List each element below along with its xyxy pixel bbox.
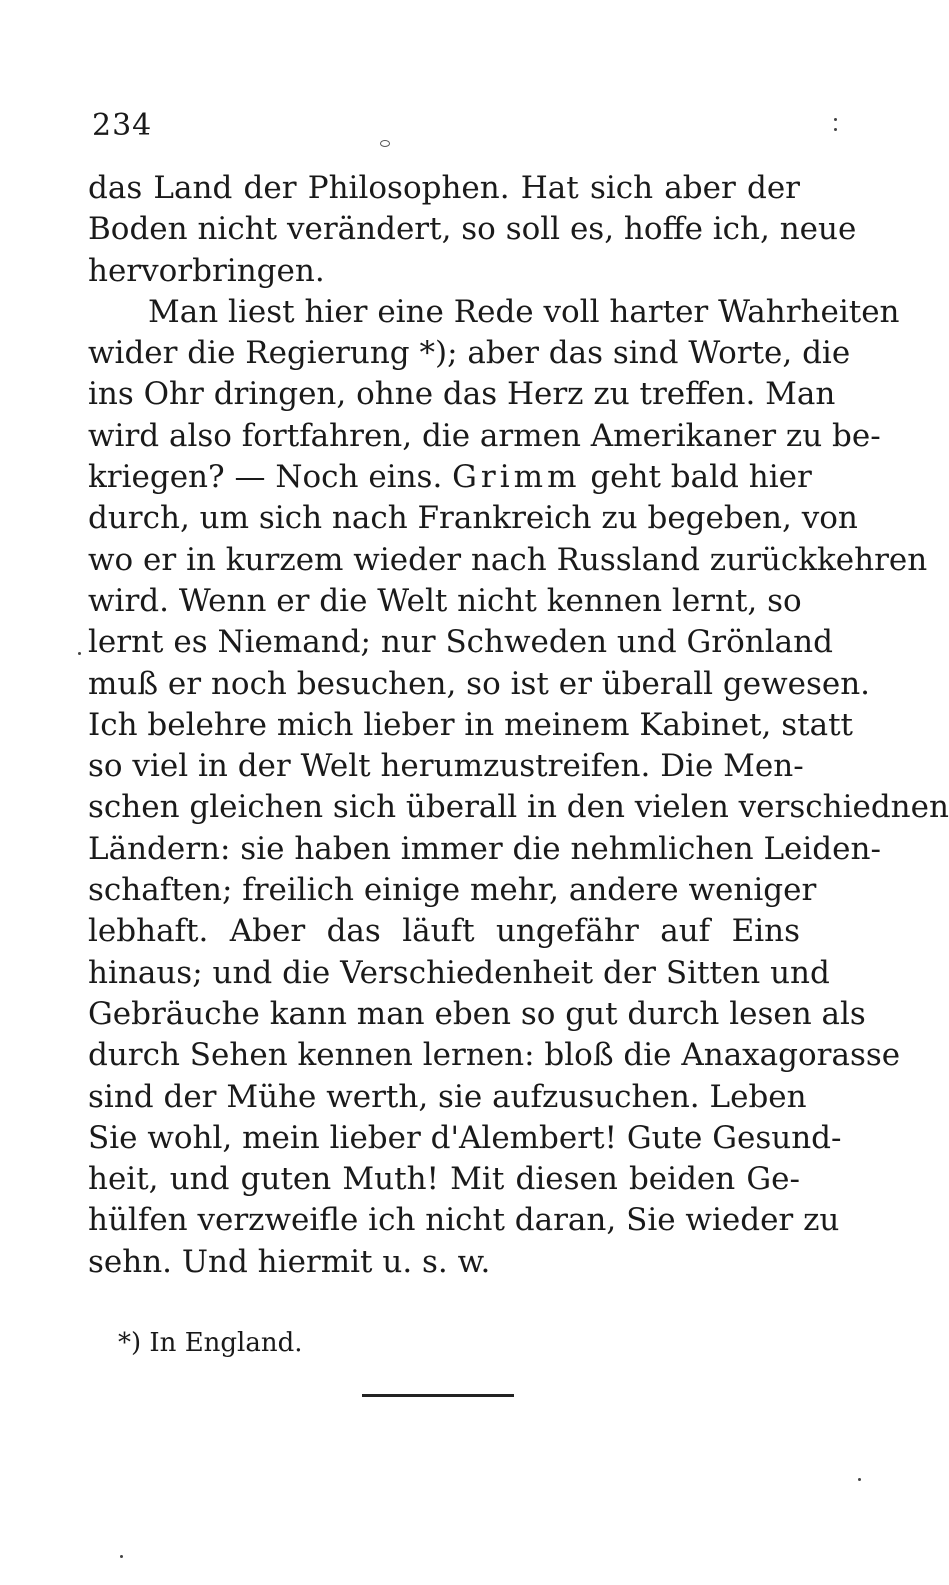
body-text [88, 168, 949, 1283]
text-line: hinaus; und die Verschiedenheit der Sitten und [88, 954, 830, 991]
text-line: hervorbringen. [88, 252, 325, 289]
text-line: heit, und guten Muth! Mit diesen beiden Ge- [88, 1161, 800, 1198]
header-mark [380, 140, 390, 147]
text-line: wider die Regierung *); aber das sind Worte, die [88, 335, 851, 372]
text-line: Gebräuche kann man eben so gut durch lesen als [88, 995, 866, 1032]
text-line: Sie wohl, mein lieber d'Alembert! Gute Gesund- [88, 1119, 842, 1156]
end-rule [362, 1394, 514, 1397]
text-line: lebhaft. Aber das läuft ungefähr auf Eins [88, 913, 800, 950]
text-line: muß er noch besuchen, so ist er überall gewesen. [88, 665, 871, 702]
text-line: ins Ohr dringen, ohne das Herz zu treffen. Man [88, 376, 836, 413]
print-speck [834, 118, 837, 121]
name-grimm: Grimm [452, 459, 581, 496]
text-line: wird also fortfahren, die armen Amerikaner zu be- [88, 417, 881, 454]
print-speck [834, 128, 837, 131]
text-line: sind der Mühe werth, sie aufzusuchen. Leben [88, 1078, 807, 1115]
print-speck [120, 1555, 123, 1558]
text-line: lernt es Niemand; nur Schweden und Grönland [88, 624, 833, 661]
text-line: schaften; freilich einige mehr, andere weniger [88, 872, 817, 909]
text-line: schen gleichen sich überall in den vielen verschiednen [88, 789, 949, 826]
text-line: Ländern: sie haben immer die nehmlichen Leiden- [88, 830, 881, 867]
text-line: Ich belehre mich lieber in meinem Kabinet, statt [88, 706, 853, 743]
print-speck [78, 652, 81, 655]
text-line: das Land der Philosophen. Hat sich aber der [88, 170, 800, 206]
text-segment: geht bald hier [590, 459, 812, 496]
text-line: wird. Wenn er die Welt nicht kennen lernt, so [88, 582, 802, 619]
text-segment: kriegen? — Noch eins. [88, 459, 443, 496]
text-line: durch, um sich nach Frankreich zu begeben, von [88, 500, 858, 537]
text-line: sehn. Und hiermit u. s. w. [88, 1243, 491, 1280]
print-speck [858, 1478, 861, 1481]
footnote: *) In England. [118, 1328, 303, 1358]
text-line: so viel in der Welt herumzustreifen. Die Men- [88, 748, 804, 785]
text-line: Man liest hier eine Rede voll harter Wahrheiten [148, 293, 900, 330]
text-line: hülfen verzweifle ich nicht daran, Sie wieder zu [88, 1202, 840, 1239]
text-line: durch Sehen kennen lernen: bloß die Anaxagorasse [88, 1037, 901, 1074]
page-number: 234 [92, 108, 153, 143]
text-line: Boden nicht verändert, so soll es, hoffe ich, neue [88, 211, 857, 248]
text-line-grimm [88, 457, 812, 498]
text-line: wo er in kurzem wieder nach Russland zurückkehren [88, 541, 928, 578]
